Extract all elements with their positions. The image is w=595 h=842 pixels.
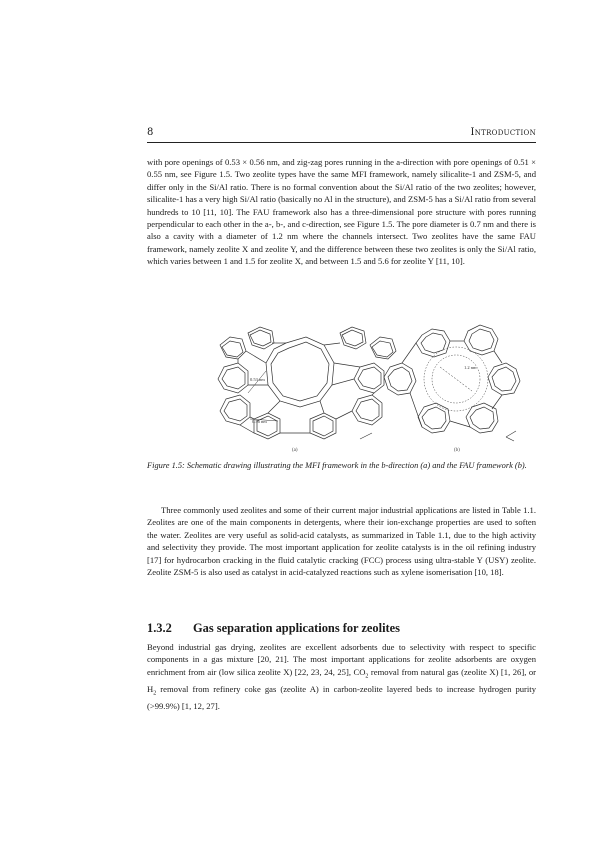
figure-caption: Figure 1.5: Schematic drawing illustrating the MFI framework in the b-direction (a) and the FAU framework (b).: [147, 461, 527, 470]
body-paragraph-2: Three commonly used zeolites and some of their current major industrial applications are listed in Table 1.1. Zeolites are one of the main components in detergents, where their ion-exchange properties are used to soften the water. Zeolites are very useful as solid-acid catalysts, as summarized in Table 1.1, due to the high activity and selectivity they provide. The most important application for zeolite catalysts is in the oil refining industry [17] for hydrocarbon cracking in the fluid catalytic cracking (FCC) process using ultra-stable Y (USY) zeolite. Zeolite ZSM-5 is also used as catalyst in acid-catalyzed reactions such as xylene isomerisation [10, 18].: [147, 505, 536, 578]
paragraph-text-part: removal from refinery coke gas (zeolite A) in carbon-zeolite layered beds to increase hydrogen purity (>99.9%) [1, 12, 27].: [147, 683, 536, 712]
dimension-label-a2: 0.56 nm: [252, 419, 267, 424]
figure-1-5: [210, 323, 540, 455]
subscript-2: 2: [365, 673, 369, 680]
figure-label-a: (a): [292, 448, 298, 453]
body-paragraph-3: [147, 641, 536, 712]
page-number: 8: [147, 127, 154, 138]
section-number: 1.3.2: [147, 621, 172, 635]
zeolite-framework-figure: [210, 323, 540, 455]
figure-label-b: (b): [454, 448, 460, 453]
mfi-framework-drawing: [218, 327, 396, 439]
section-title: Gas separation applications for zeolites: [193, 621, 400, 635]
fau-framework-drawing: [384, 325, 520, 441]
paragraph-text-part: removal from natural gas (zeolite X) [1, 26], or H: [147, 666, 537, 694]
body-paragraph-1: with pore openings of 0.53 × 0.56 nm, and zig-zag pores running in the a-direction with pore openings of 0.51 × 0.55 nm, see Figure 1.5. Two zeolite types have the same MFI framework, namely silicalite-1 and ZSM-5, and differ only in the Si/Al ratio. There is no formal convention about the Si/Al ratio of the two zeolites; however, silicalite-1 has a very high Si/Al ratio (basically no Al in the structure), and ZSM-5 has a Si/Al ratio from several hundreds to 10 [11, 10]. The FAU framework also has a three-dimensional pore structure with pores running perpendicular to each other in the a-, b-, and c-direction, see Figure 1.5. The pore diameter is 0.7 nm and there is also a cavity with a diameter of 1.2 nm where the channels intersect. Two zeolites have the same FAU framework, namely zeolite X and zeolite Y, and the difference between these two zeolites is only the Si/Al ratio, which varies between 1 and 1.5 for zeolite X, and between 1.5 and 5.6 for zeolite Y [11, 10].: [147, 157, 536, 267]
dimension-label-a1: 0.53 nm: [250, 377, 265, 382]
header-rule: [147, 142, 536, 143]
paragraph-text-part: Beyond industrial gas drying, zeolites are excellent adsorbents due to selectivity with respect to specific components in a gas mixture [20, 21]. The most important applications for zeolite adsorbents are oxygen enrichment from air (low silica zeolite X) [22, 23, 24, 25], CO: [147, 642, 536, 677]
running-title: Introduction: [470, 127, 536, 138]
page-header: [147, 127, 536, 141]
dimension-label-b: 1.2 nm: [464, 365, 477, 370]
section-heading: [147, 621, 536, 639]
subscript-2: 2: [153, 690, 157, 697]
